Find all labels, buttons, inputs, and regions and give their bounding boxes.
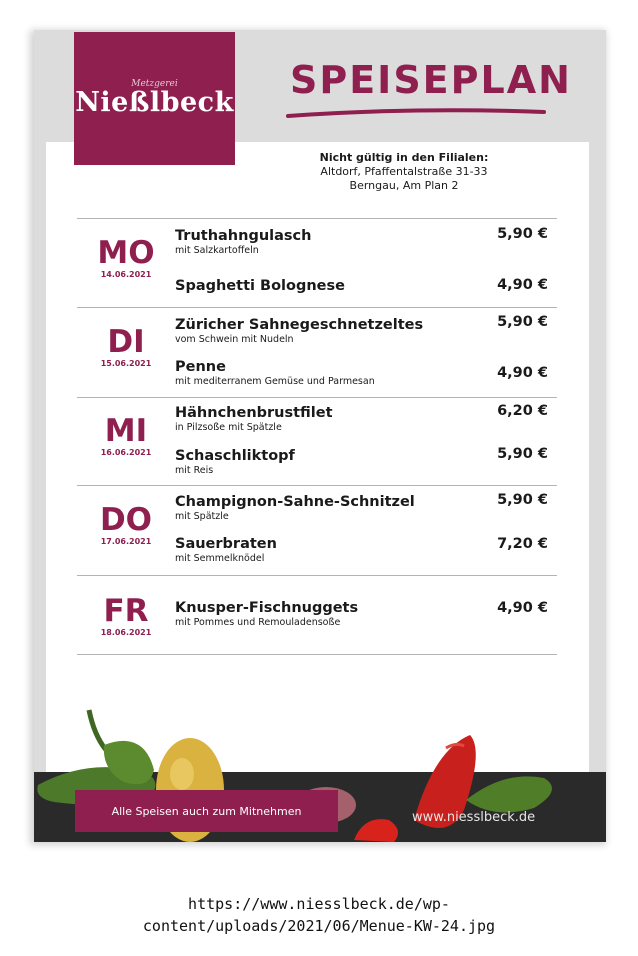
dish-item — [175, 317, 475, 346]
day-date: 16.06.2021 — [100, 448, 152, 457]
dish-item — [175, 448, 475, 477]
logo-subtitle: Metzgerei — [131, 79, 178, 89]
dish-price: 5,90 € — [497, 314, 548, 330]
dish-item — [175, 536, 475, 565]
notice-heading: Nicht gültig in den Filialen: — [319, 151, 489, 164]
brand-logo — [74, 32, 235, 165]
divider — [77, 397, 557, 398]
dish-price: 6,20 € — [497, 403, 548, 419]
dish-name: Sauerbraten — [175, 536, 277, 552]
divider — [77, 307, 557, 308]
dish-description: mit Spätzle — [175, 511, 229, 522]
title-underline — [286, 106, 548, 120]
day-thursday — [78, 503, 174, 546]
divider — [77, 485, 557, 486]
dish-item — [175, 405, 475, 434]
dish-price: 7,20 € — [497, 536, 548, 552]
website-url: www.niesslbeck.de — [412, 810, 536, 825]
menu-title: SPEISEPLAN — [290, 58, 572, 102]
dish-item — [175, 600, 475, 629]
dish-name: Truthahngulasch — [175, 228, 312, 244]
dish-description: mit Reis — [175, 465, 214, 476]
divider — [77, 654, 557, 655]
dish-description: vom Schwein mit Nudeln — [175, 334, 294, 345]
takeaway-banner: Alle Speisen auch zum Mitnehmen — [75, 790, 338, 832]
notice-line: Berngau, Am Plan 2 — [349, 179, 459, 192]
dish-name: Knusper-Fischnuggets — [175, 600, 359, 616]
dish-name: Hähnchenbrustfilet — [175, 405, 333, 421]
dish-price: 4,90 € — [497, 277, 548, 293]
dish-price: 4,90 € — [497, 365, 548, 381]
day-abbr: DO — [99, 502, 153, 538]
dish-price: 5,90 € — [497, 226, 548, 242]
dish-description: in Pilzsoße mit Spätzle — [175, 422, 282, 433]
image-caption — [0, 893, 638, 937]
branch-notice — [294, 151, 514, 193]
day-abbr: DI — [107, 324, 145, 360]
caption-line: https://www.niesslbeck.de/wp- — [188, 895, 450, 913]
day-date: 18.06.2021 — [100, 628, 152, 637]
dish-description: mit Salzkartoffeln — [175, 245, 259, 256]
dish-description: mit Semmelknödel — [175, 553, 265, 564]
divider — [77, 218, 557, 219]
dish-description: mit mediterranem Gemüse und Parmesan — [175, 376, 375, 387]
day-abbr: FR — [103, 593, 149, 629]
dish-item — [175, 228, 475, 257]
dish-price: 5,90 € — [497, 492, 548, 508]
day-date: 14.06.2021 — [100, 270, 152, 279]
day-date: 17.06.2021 — [100, 537, 152, 546]
day-tuesday — [78, 325, 174, 368]
dish-description: mit Pommes und Remouladensoße — [175, 617, 341, 628]
day-monday — [78, 236, 174, 279]
dish-name: Champignon-Sahne-Schnitzel — [175, 494, 415, 510]
dish-name: Spaghetti Bolognese — [175, 278, 345, 294]
menu-poster — [34, 30, 606, 842]
dish-item — [175, 494, 475, 523]
divider — [77, 575, 557, 576]
dish-price: 5,90 € — [497, 446, 548, 462]
caption-line: content/uploads/2021/06/Menue-KW-24.jpg — [142, 917, 496, 935]
dish-name: Züricher Sahnegeschnetzeltes — [175, 317, 424, 333]
dish-name: Schaschliktopf — [175, 448, 295, 464]
day-date: 15.06.2021 — [100, 359, 152, 368]
notice-line: Altdorf, Pfaffentalstraße 31-33 — [320, 165, 488, 178]
logo-name: Nießlbeck — [75, 87, 234, 118]
dish-name: Penne — [175, 359, 226, 375]
dish-item — [175, 278, 475, 295]
dish-price: 4,90 € — [497, 600, 548, 616]
day-abbr: MI — [104, 413, 148, 449]
day-friday — [78, 594, 174, 637]
dish-item — [175, 359, 475, 388]
day-wednesday — [78, 414, 174, 457]
day-abbr: MO — [97, 235, 155, 271]
